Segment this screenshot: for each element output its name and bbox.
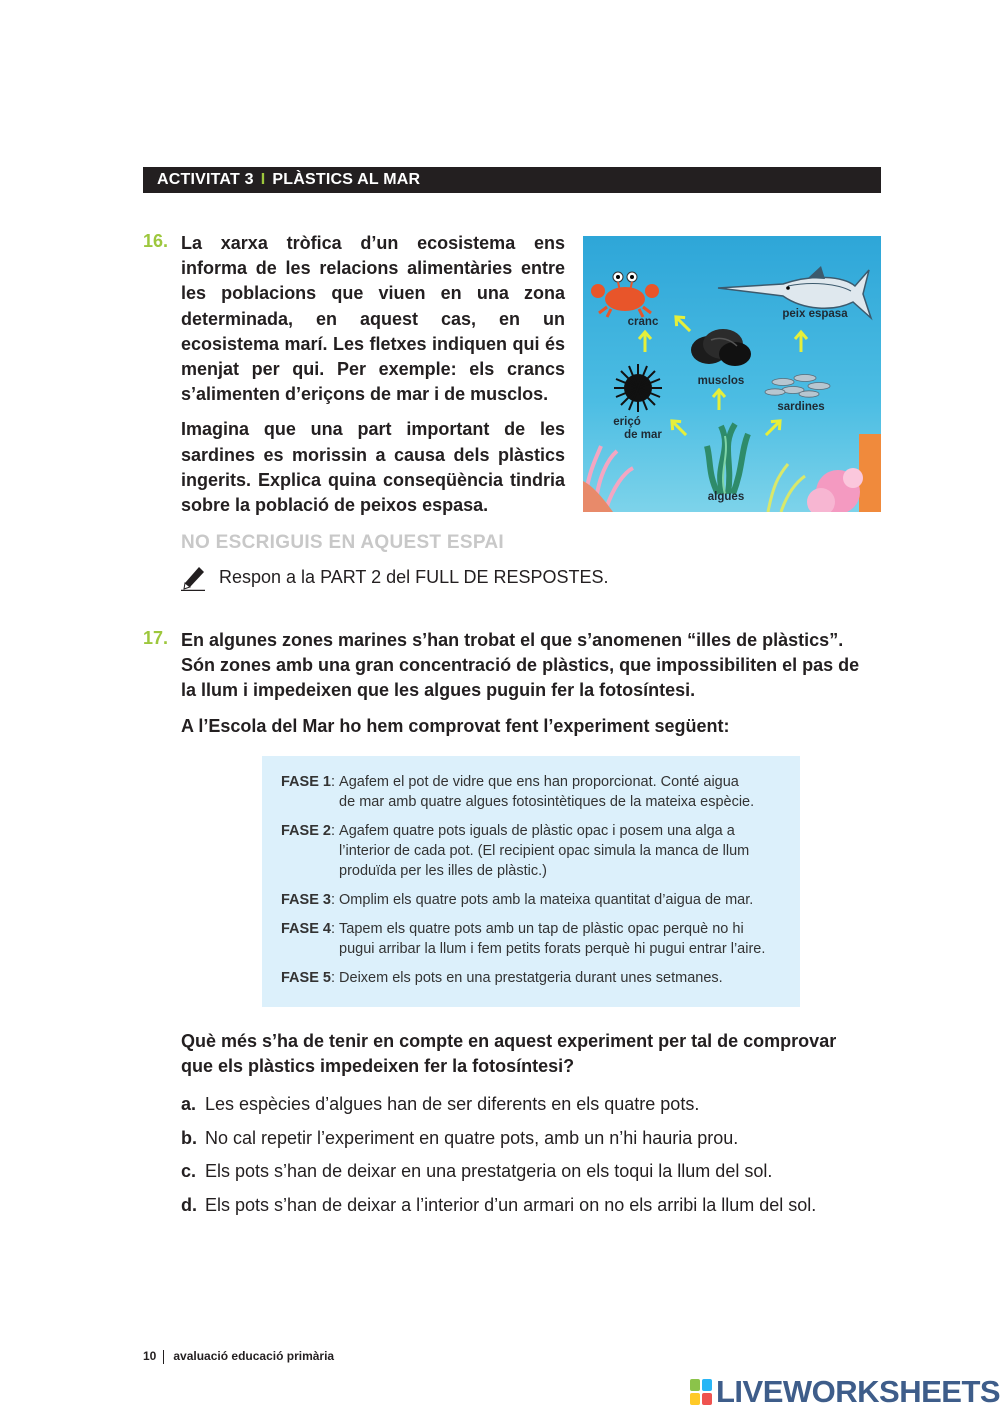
option-a[interactable] — [181, 1092, 901, 1126]
label-cranc: cranc — [627, 316, 659, 328]
option-d[interactable] — [181, 1193, 901, 1227]
option-letter: b. — [181, 1127, 197, 1148]
pencil-icon — [181, 563, 207, 591]
sea-urchin-illustration — [614, 364, 662, 412]
question-17-line-1: En algunes zones marines s’han trobat el que s’anomenen “illes de plàstics”. — [181, 630, 844, 650]
no-write-notice: NO ESCRIGUIS EN AQUEST ESPAI — [181, 532, 505, 553]
option-c[interactable] — [181, 1159, 901, 1193]
question-16-paragraph-1: La xarxa tròfica d’un ecosistema ens informa de les relacions alimentàries entre les poblacions que viuen en una zona determinada, en aquest cas, en un ecosistema marí. Les fletxes indiquen qui és menjat per qui. Per exemple: els crancs s’alimenten d’eriçons de mar i de musclos. — [181, 233, 565, 405]
page-number: 10 — [143, 1349, 157, 1363]
activity-label: ACTIVITAT 3 — [157, 171, 254, 188]
phase-label: FASE 5 — [281, 970, 331, 986]
label-peix-espasa: peix espasa — [782, 308, 848, 320]
liveworksheets-brand[interactable] — [690, 1374, 1000, 1410]
option-text: Els pots s’han de deixar en una prestatgeria on els toqui la llum del sol. — [205, 1161, 773, 1181]
question-16-number: 16. — [143, 231, 169, 251]
food-web-illustration — [583, 236, 881, 512]
question-17-prompt — [181, 1029, 891, 1079]
experiment-phase: FASE 2 : Agafem quatre pots iguals de plàstic opac i posem una alga a l’interior de cada pot. (El recipient opac simula la manca de llum produïda per les illes de plàstic.) — [281, 823, 750, 879]
brand-name: LIVEWORKSHEETS — [716, 1374, 1000, 1409]
banner-separator: I — [260, 171, 266, 188]
question-17-line-2: Són zones amb una gran concentració de plàstics, que impossibiliten el pas de — [181, 655, 860, 676]
phase-text: Omplim els quatre pots amb la mateixa quantitat d’aigua de mar. — [339, 892, 754, 908]
experiment-phase: FASE 4 : Tapem els quatre pots amb un tap de plàstic opac perquè no hi pugui arribar la llum i fem petits forats perquè hi pugui entrar l’aire. — [281, 921, 766, 957]
experiment-intro: A l’Escola del Mar ho hem comprovat fent l’experiment següent: — [181, 716, 730, 736]
label-musclos: musclos — [697, 375, 745, 387]
phase-label: FASE 2 — [281, 823, 331, 839]
option-text: No cal repetir l’experiment en quatre pots, amb un n’hi hauria prou. — [205, 1127, 739, 1148]
question-17-prompt-line-1: Què més s’ha de tenir en compte en aquest experiment per tal de comprovar — [181, 1031, 837, 1051]
experiment-phase: FASE 3 : Omplim els quatre pots amb la mateixa quantitat d’aigua de mar. — [281, 892, 754, 908]
label-erico-line2: de mar — [624, 429, 662, 441]
option-letter: c. — [181, 1161, 197, 1181]
question-16-paragraph-2: Imagina que una part important de les sardines es morissin a causa dels plàstics ingerits. Explica quina conseqüència tindria sobre la població de peixos espasa. — [181, 419, 565, 516]
experiment-phase: FASE 5 : Deixem els pots en una prestatgeria durant unes setmanes. — [281, 970, 723, 986]
activity-banner — [143, 167, 881, 193]
option-text: Els pots s’han de deixar a l’interior d’un armari on no els arribi la llum del sol. — [205, 1194, 817, 1215]
footer-divider — [163, 1350, 164, 1364]
phase-text: Agafem quatre pots iguals de plàstic opac i posem una alga a l’interior de cada pot. (El recipient opac simula la manca de llum produïda per les illes de plàstic.) — [339, 823, 750, 879]
option-letter: a. — [181, 1094, 197, 1114]
phase-label: FASE 1 — [281, 774, 331, 790]
phase-label: FASE 4 — [281, 921, 331, 937]
label-sardines: sardines — [777, 401, 825, 413]
footer-text: avaluació educació primària — [173, 1349, 335, 1363]
phase-label: FASE 3 — [281, 892, 331, 908]
phase-text: Deixem els pots en una prestatgeria durant unes setmanes. — [339, 970, 723, 986]
option-b[interactable] — [181, 1126, 901, 1160]
option-text: Les espècies d’algues han de ser diferents en els quatre pots. — [205, 1094, 700, 1114]
question-16-text — [181, 231, 565, 528]
experiment-phase: FASE 1 : Agafem el pot de vidre que ens han proporcionat. Conté aigua de mar amb quatre algues fotosintètiques de la mateixa espècie. — [281, 774, 755, 810]
question-17-text — [181, 628, 891, 704]
option-letter: d. — [181, 1194, 197, 1215]
phase-text: Agafem el pot de vidre que ens han proporcionat. Conté aigua de mar amb quatre algues fotosintètiques de la mateixa espècie. — [339, 774, 755, 810]
experiment-box — [262, 756, 800, 1007]
liveworksheets-logo-icon — [690, 1379, 712, 1405]
phase-text: Tapem els quatre pots amb un tap de plàstic opac perquè no hi pugui arribar la llum i fem petits forats perquè hi pugui entrar l’aire. — [339, 921, 766, 957]
label-algues: algues — [707, 491, 745, 503]
label-erico-line1: eriçó — [613, 416, 641, 428]
page-footer — [143, 1349, 334, 1364]
question-17-line-3: la llum i impedeixen que les algues puguin fer la fotosíntesi. — [181, 680, 696, 701]
question-17-prompt-line-2: que els plàstics impedeixen fer la fotosíntesi? — [181, 1056, 575, 1077]
activity-title: PLÀSTICS AL MAR — [272, 171, 421, 188]
respond-instruction — [181, 563, 609, 591]
question-17-number: 17. — [143, 628, 169, 648]
respond-text: Respon a la PART 2 del FULL DE RESPOSTES. — [219, 566, 609, 587]
answer-options — [181, 1092, 901, 1226]
